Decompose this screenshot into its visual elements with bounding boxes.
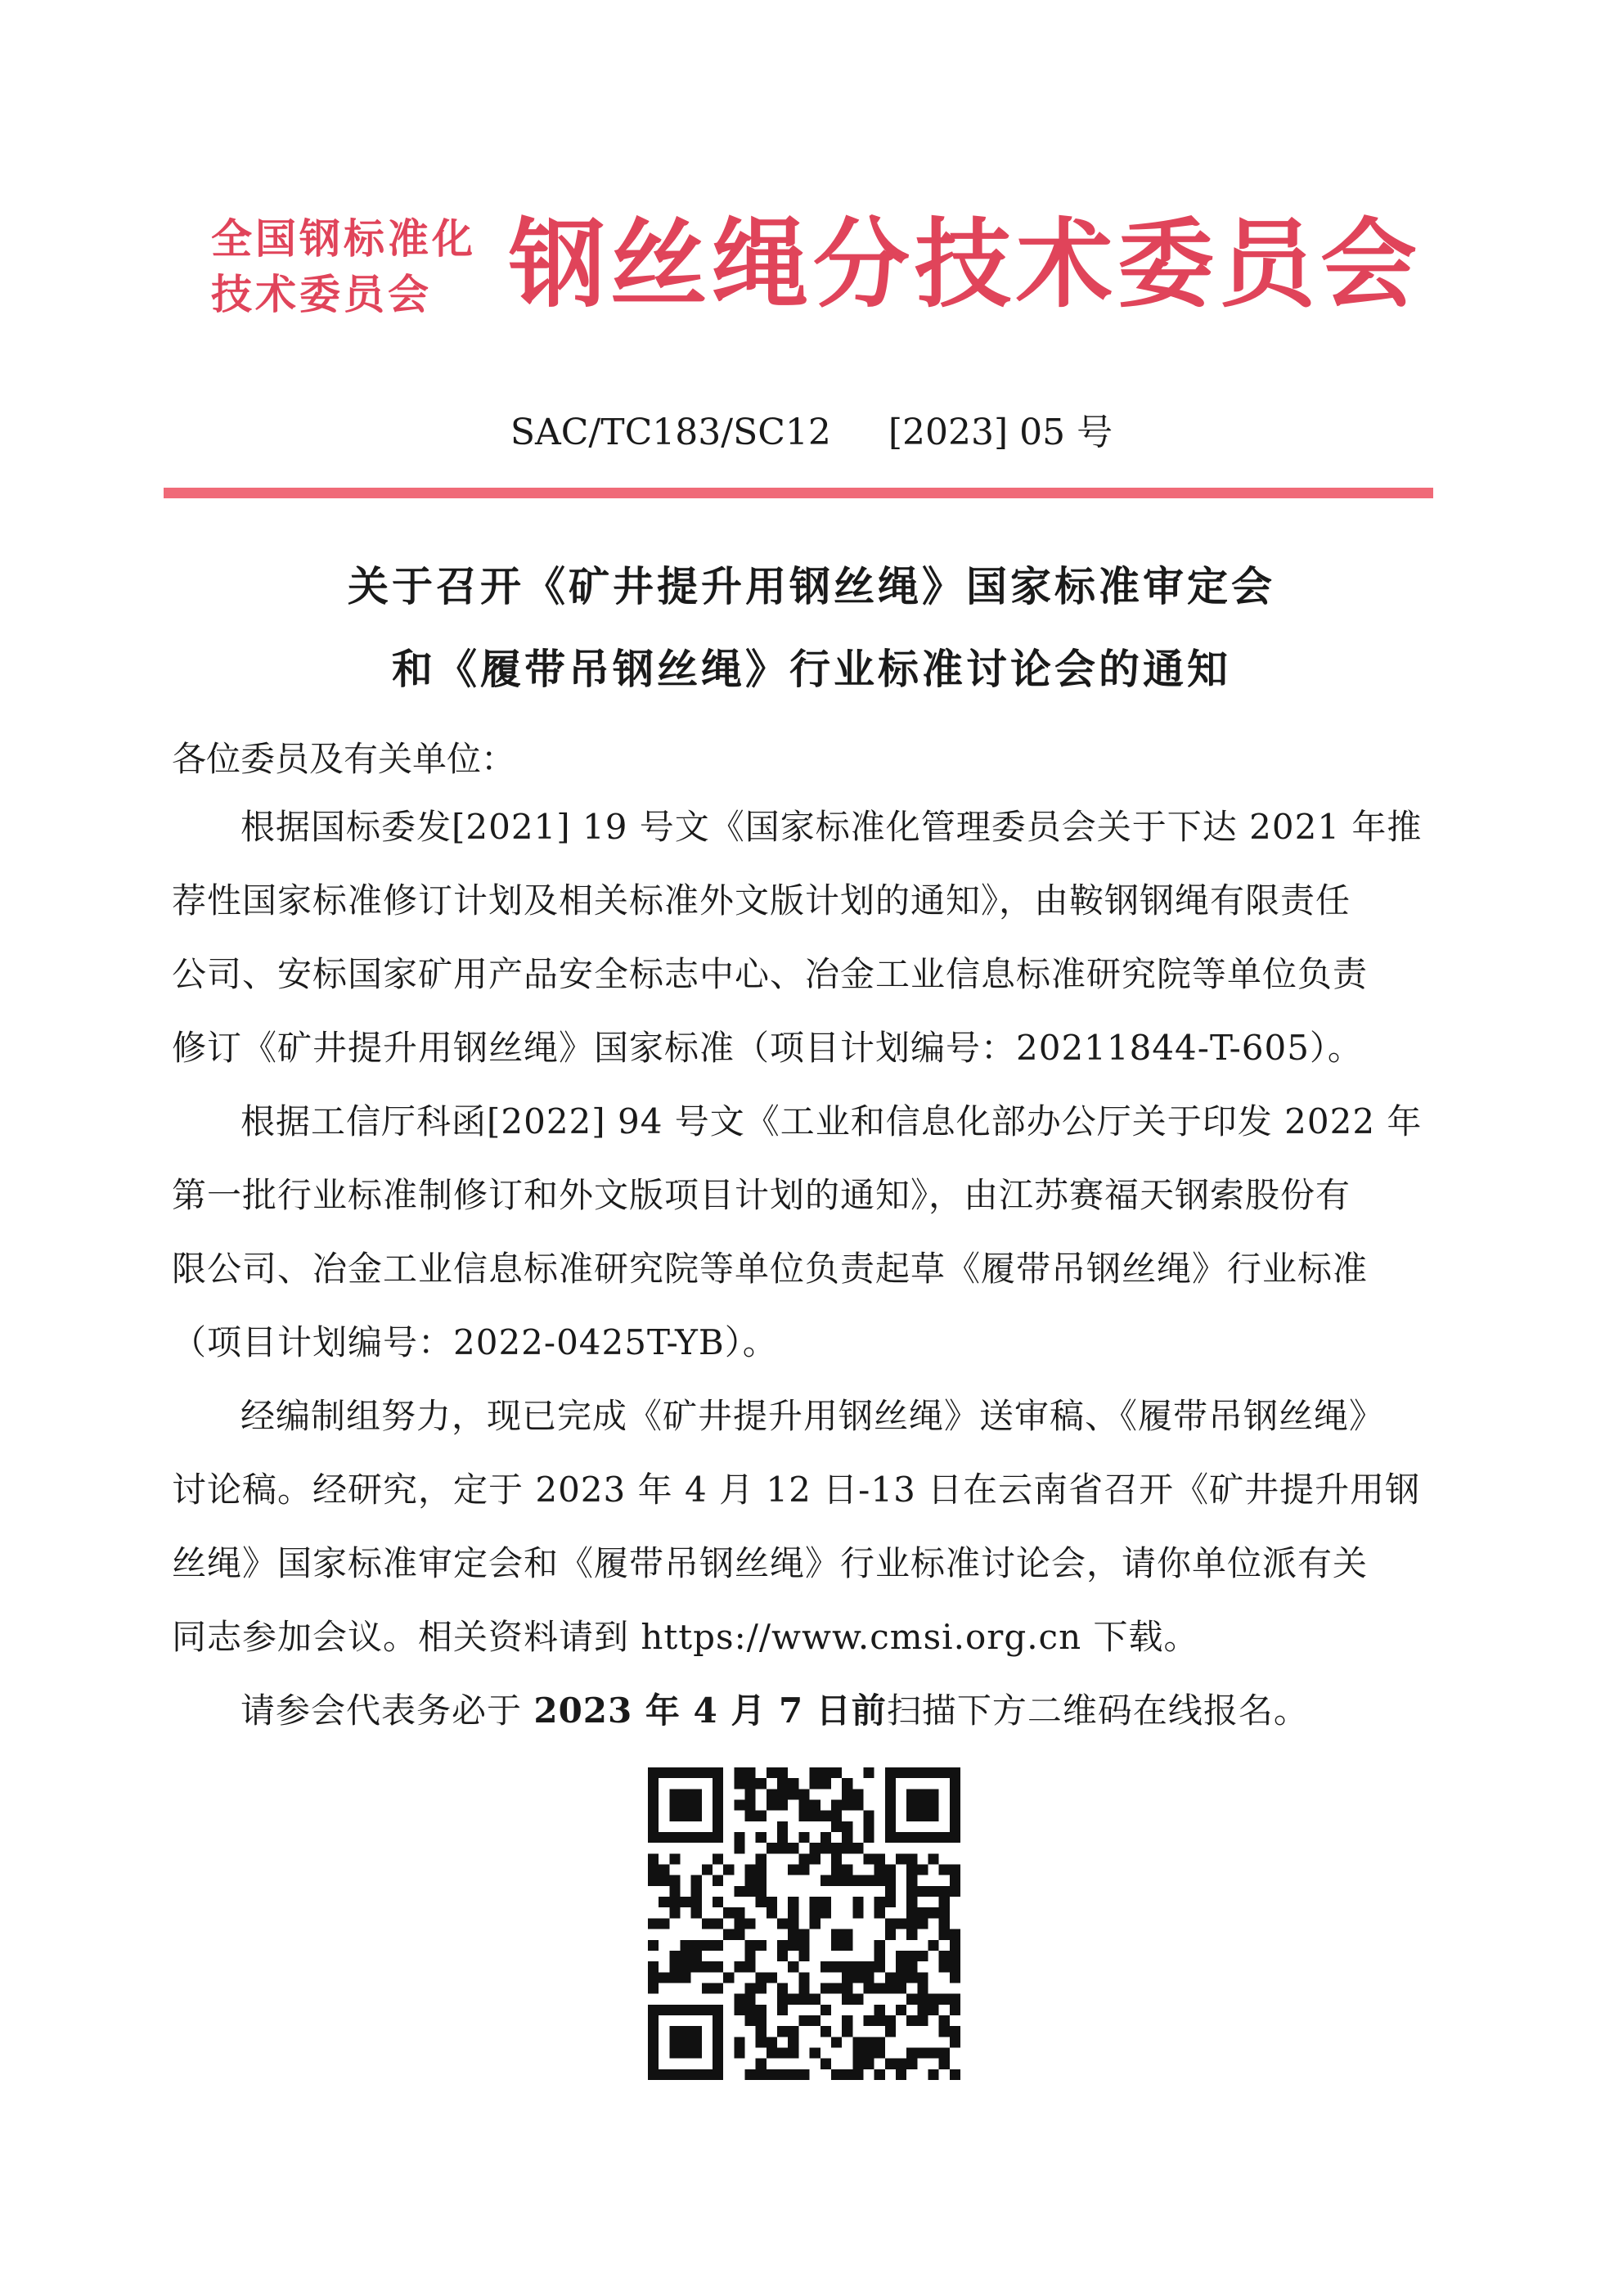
paragraph-line: 讨论稿。经研究，定于 2023 年 4 月 12 日-13 日在云南省召开《矿井提升用钢 bbox=[172, 1470, 1421, 1510]
doc-serial: [2023] 05 号 bbox=[888, 412, 1113, 453]
paragraph-line: 限公司、冶金工业信息标准研究院等单位负责起草《履带吊钢丝绳》行业标准 bbox=[172, 1249, 1369, 1289]
paragraph-line: 修订《矿井提升用钢丝绳》国家标准（项目计划编号：20211844-T-605）。 bbox=[172, 1028, 1363, 1068]
paragraph-line: （项目计划编号：2022-0425T-YB）。 bbox=[172, 1322, 778, 1362]
paragraph-line: 荐性国家标准修订计划及相关标准外文版计划的通知》，由鞍钢钢绳有限责任 bbox=[172, 880, 1351, 921]
paragraph-line: 同志参加会议。相关资料请到 https://www.cmsi.org.cn 下载。 bbox=[172, 1617, 1199, 1657]
red-divider bbox=[164, 488, 1433, 498]
committee-name: 钢丝绳分技术委员会 bbox=[509, 208, 1423, 321]
document-number bbox=[0, 403, 1623, 455]
qr-code-icon[interactable] bbox=[648, 1767, 960, 2080]
title-line-2: 和《履带吊钢丝绳》行业标准讨论会的通知 bbox=[392, 646, 1231, 693]
paragraph-line: 经编制组努力，现已完成《矿井提升用钢丝绳》送审稿、《履带吊钢丝绳》 bbox=[241, 1396, 1385, 1436]
paragraph-line: 根据工信厅科函[2022] 94 号文《工业和信息化部办公厅关于印发 2022 年 bbox=[241, 1101, 1423, 1141]
paragraph-line: 第一批行业标准制修订和外文版项目计划的通知》，由江苏赛福天钢索股份有 bbox=[172, 1175, 1351, 1215]
org-line-1: 全国钢标准化 bbox=[211, 215, 476, 263]
paragraph-line: 公司、安标国家矿用产品安全标志中心、冶金工业信息标准研究院等单位负责 bbox=[172, 954, 1369, 994]
paragraph-2 bbox=[172, 1085, 1445, 1380]
paragraph-4 bbox=[172, 1674, 1445, 1748]
paragraph-1 bbox=[172, 790, 1445, 1085]
doc-code: SAC/TC183/SC12 bbox=[510, 412, 831, 453]
salutation: 各位委员及有关单位： bbox=[172, 739, 516, 779]
registration-note bbox=[172, 1674, 1445, 1748]
registration-deadline: 2023 年 4 月 7 日前 bbox=[533, 1690, 887, 1731]
registration-prefix: 请参会代表务必于 bbox=[241, 1690, 534, 1731]
registration-suffix: 扫描下方二维码在线报名。 bbox=[886, 1690, 1309, 1731]
title-line-1: 关于召开《矿井提升用钢丝绳》国家标准审定会 bbox=[348, 563, 1275, 610]
paragraph-line: 根据国标委发[2021] 19 号文《国家标准化管理委员会关于下达 2021 年推 bbox=[241, 807, 1423, 847]
org-line-2: 技术委员会 bbox=[211, 271, 432, 318]
standardization-committee-logo-text bbox=[211, 211, 476, 322]
paragraph-3 bbox=[172, 1380, 1445, 1674]
paragraph-line: 丝绳》国家标准审定会和《履带吊钢丝绳》行业标准讨论会，请你单位派有关 bbox=[172, 1543, 1369, 1583]
